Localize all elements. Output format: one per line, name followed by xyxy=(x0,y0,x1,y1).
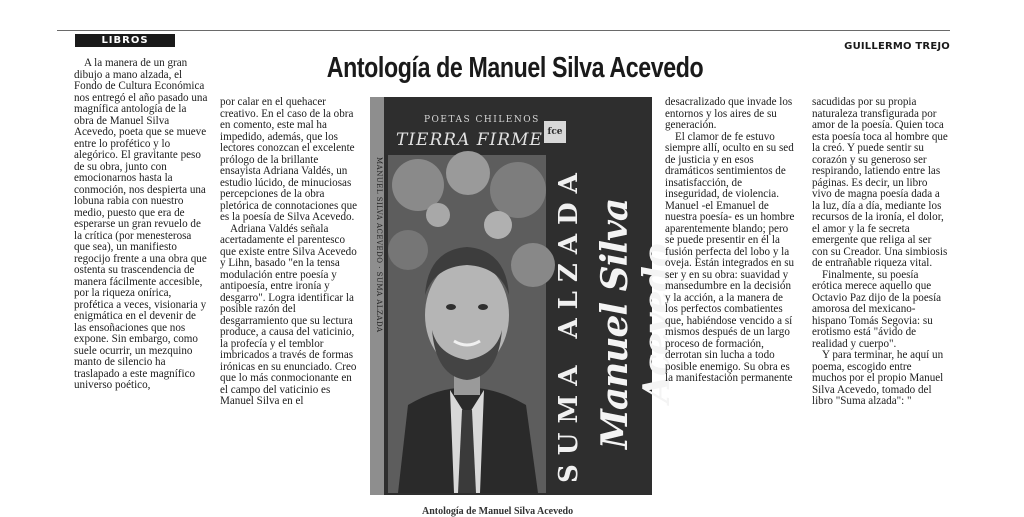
paragraph: por calar en el quehacer creativo. En el caso de la obra en comento, este mal ha impedido, además, que los lectores conozcan el excelente prólogo de la brillante ensayista Adriana Valdés, un estudio lúcido, de minuciosas percepciones de la obra pletórica de connotaciones que es la poesía de Silva Acevedo. xyxy=(220,96,358,223)
photo-caption: Antología de Manuel Silva Acevedo xyxy=(422,506,574,517)
article-column-1 xyxy=(74,58,208,512)
top-rule xyxy=(57,30,950,31)
book-cover xyxy=(370,97,678,495)
series-label: POETAS CHILENOS xyxy=(424,115,540,125)
book-spine xyxy=(370,97,384,495)
book-author: Manuel Silva Acevedo xyxy=(594,198,678,450)
article-column-3 xyxy=(665,97,797,512)
paragraph: desacralizado que invade los entornos y los aires de su generación. xyxy=(665,96,793,131)
book-title: SUMA ALZADA xyxy=(554,164,584,484)
paragraph: Y para terminar, he aquí un poema, escogido entre muchos por el propio Manuel Silva Acevedo, tomado del libro "Suma alzada": " xyxy=(812,349,944,407)
series-name: TIERRA FIRME xyxy=(396,130,543,150)
byline: GUILLERMO TREJO xyxy=(844,41,950,52)
headline: Antología de Manuel Silva Acevedo xyxy=(326,52,704,84)
author-portrait-image xyxy=(388,155,546,493)
spine-text: MANUEL SILVA ACEVEDO · SUMA ALZADA xyxy=(375,157,383,333)
book-front xyxy=(384,97,678,495)
section-tag: LIBROS xyxy=(75,34,175,47)
article-column-2 xyxy=(220,97,360,512)
paragraph: sacudidas por su propia naturaleza transfigurada por amor de la poesía. Quien toca esta poesía toca al hombre que la creó. Y puede sentir su corazón y su generoso ser respirando, latiendo entre las páginas. Es decir, un libro vivo de magna poesía dada a la luz, día a día, mediante los recursos de la ironía, el dolor, el amor y la fe secreta emergente que religa al ser con su Creador. Una simbiosis de entrañable riqueza vital. xyxy=(812,96,948,269)
paragraph: El clamor de fe estuvo siempre allí, oculto en su sed de justicia y en esos dramáticos sentimientos de insatisfacción, de inseguridad, de violencia. Manuel -el Emanuel de nuestra poesía- es un hombre aparentemente blando; pero se puede presentir en él la fusión perfecta del lobo y la oveja. Están integrados en su ser y en su obra: suavidad y mansedumbre en la decisión y la acción, a la manera de los perfectos combatientes que, habiéndose vencido a sí mismos después de un largo proceso de formación, derrotan sin lucha a todo posible enemigo. Su obra es la manifestación permanente xyxy=(665,130,795,384)
paragraph: Adriana Valdés señala acertadamente el parentesco que existe entre Silva Acevedo y Lihn, basado "en la tensa modulación entre poesía y antipoesía, entre ironía y desgarro". Logra identificar la posible razón del desgarramiento que su lectura produce, a causa del vaticinio, la profecía y el temblor imbricados a través de formas irónicas en su enunciado. Creo que lo más conmocionante en el campo del vaticinio es Manuel Silva en el xyxy=(220,222,357,407)
article-column-4 xyxy=(812,97,948,512)
publisher-logo: fce xyxy=(544,121,566,143)
paragraph: A la manera de un gran dibujo a mano alzada, el Fondo de Cultura Económica nos entregó el año pasado una magnífica antología de la obra de Manuel Silva Acevedo, poeta que se mueve entre lo profético y lo alegórico. El gravitante peso de su obra, junto con emocionarnos hasta la conmoción, nos despierta una lobuna rabia con nuestro medio, puesto que era de esperarse un gran revuelo de la crítica (por menesterosa que sea), un manifiesto regocijo frente a una obra que ostenta su trascendencia de manera fácilmente accesible, por la riqueza onírica, profética a veces, visionaria y enigmática en el devenir de las ensoñaciones que nos expone. Sin embargo, como suele ocurrir, un mezquino manto de silencio ha traslapado a este magnífico universo poético, xyxy=(74,57,208,391)
paragraph: Finalmente, su poesía erótica merece aquello que Octavio Paz dijo de la poesía amorosa del mexicano-hispano Tomás Segovia: su erotismo está "ávido de realidad y cuerpo". xyxy=(812,268,942,350)
